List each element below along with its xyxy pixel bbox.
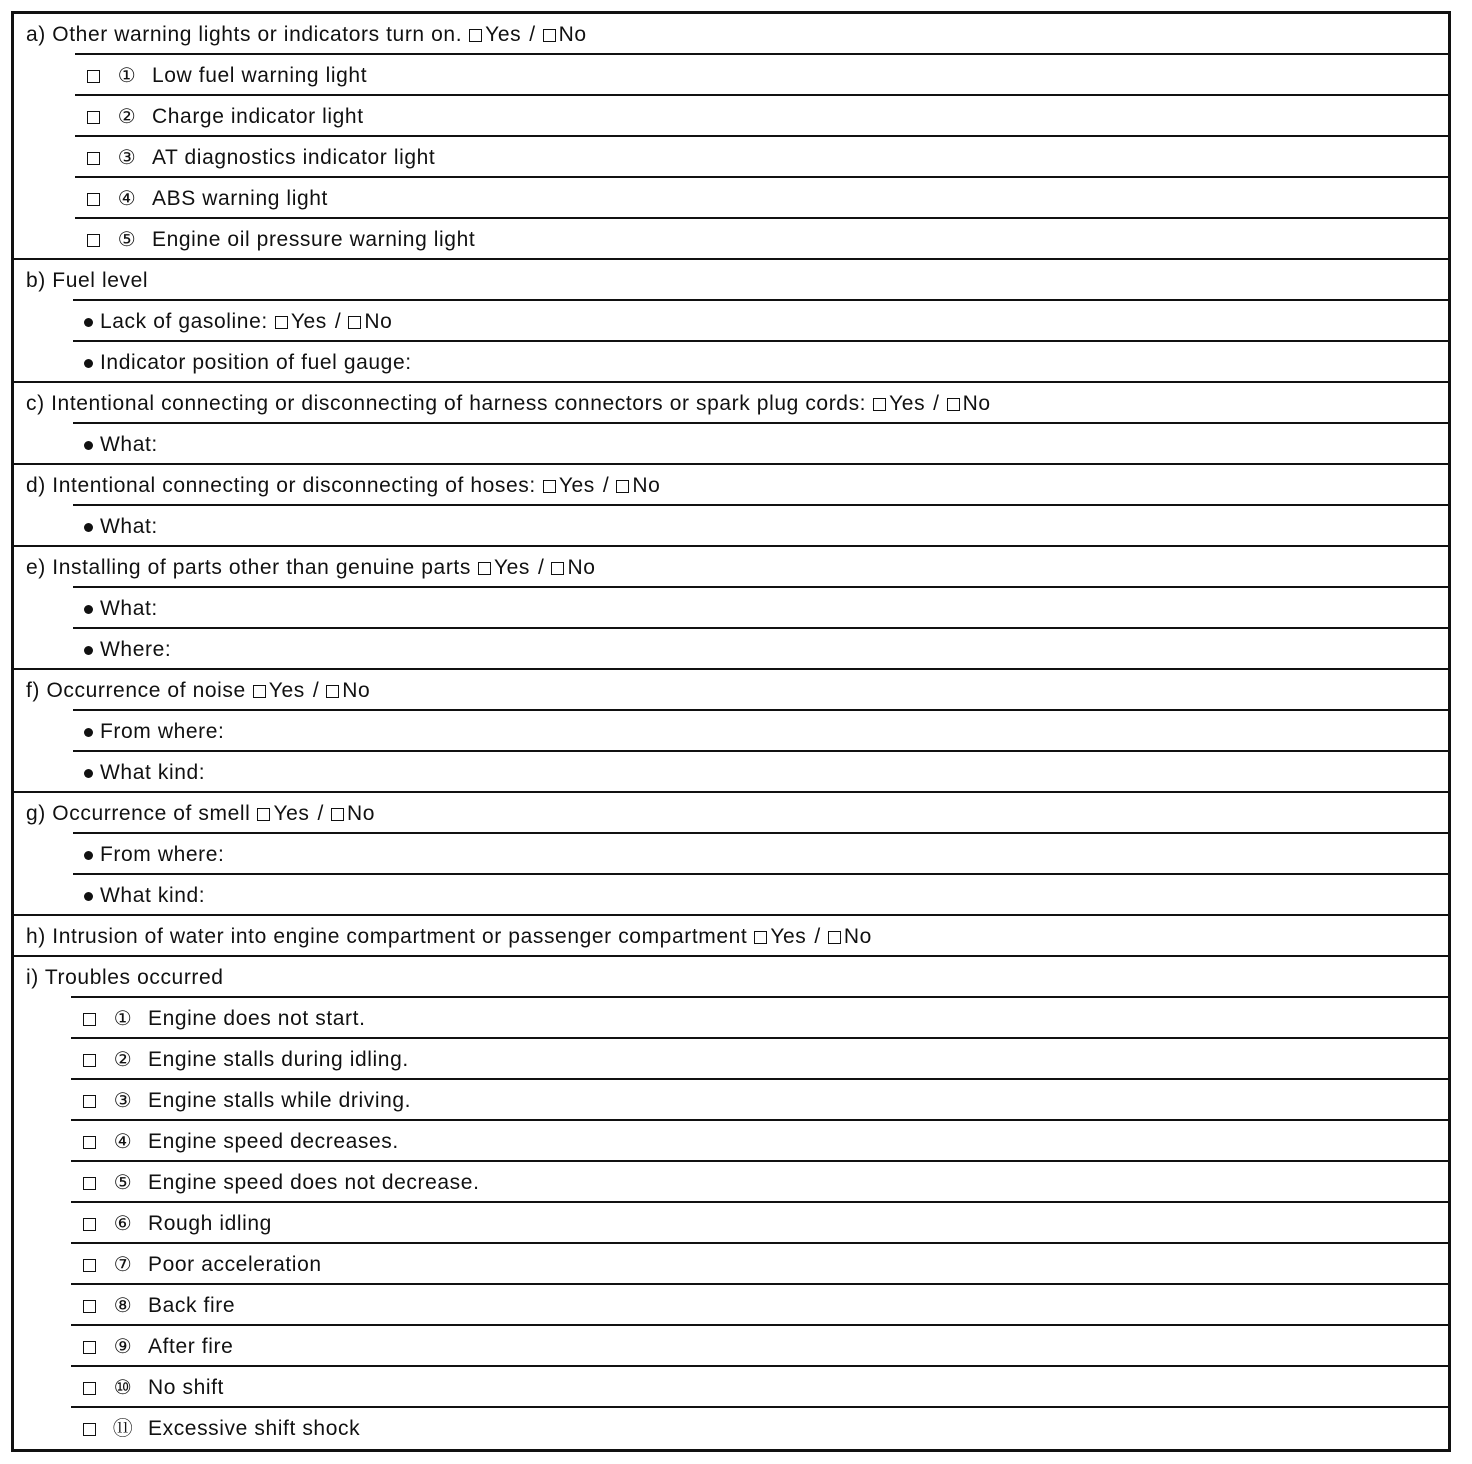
list-item: [14, 424, 1448, 465]
list-item: [14, 1326, 1448, 1367]
section-g-yes-checkbox[interactable]: [257, 808, 270, 821]
item-number: ⑨: [113, 1335, 133, 1358]
item-checkbox[interactable]: [87, 152, 100, 165]
section-f-what-kind-label: What kind:: [100, 760, 206, 784]
section-g-no-checkbox[interactable]: [331, 808, 344, 821]
item-checkbox[interactable]: [83, 1177, 96, 1190]
item-label: Excessive shift shock: [148, 1416, 361, 1440]
item-checkbox[interactable]: [83, 1218, 96, 1231]
item-checkbox[interactable]: [87, 111, 100, 124]
list-item: [14, 342, 1448, 383]
section-f-from-where-label: From where:: [100, 719, 225, 743]
lack-of-gasoline-yes-no: Yes / No: [268, 310, 393, 334]
item-label: ABS warning light: [152, 186, 328, 210]
no-label: No: [632, 473, 661, 497]
list-item: [14, 998, 1448, 1039]
bullet-icon: [84, 359, 93, 368]
no-label: No: [843, 924, 872, 948]
section-e-where-label: Where:: [100, 637, 172, 661]
section-b-row: [14, 260, 1448, 301]
section-h-row: [14, 916, 1448, 957]
yes-label: Yes: [770, 924, 807, 948]
list-item: [14, 301, 1448, 342]
item-label: Charge indicator light: [152, 104, 364, 128]
no-label: No: [342, 678, 371, 702]
list-item: [14, 1367, 1448, 1408]
item-number: ②: [117, 105, 137, 128]
list-item: [14, 875, 1448, 916]
section-g-from-where-label: From where:: [100, 842, 225, 866]
section-g-row: [14, 793, 1448, 834]
item-checkbox[interactable]: [83, 1095, 96, 1108]
section-d-yes-no: Yes / No: [536, 474, 661, 498]
section-d-no-checkbox[interactable]: [616, 480, 629, 493]
section-c-no-checkbox[interactable]: [947, 398, 960, 411]
item-checkbox[interactable]: [83, 1013, 96, 1026]
item-number: ③: [117, 146, 137, 169]
section-a-title: a) Other warning lights or indicators turn on.: [26, 22, 463, 46]
list-item: [14, 1080, 1448, 1121]
item-number: ⑦: [113, 1253, 133, 1276]
item-number: ⑤: [117, 228, 137, 251]
item-checkbox[interactable]: [87, 234, 100, 247]
list-item: [14, 178, 1448, 219]
bullet-icon: [84, 769, 93, 778]
section-h-yes-checkbox[interactable]: [754, 931, 767, 944]
bullet-icon: [84, 728, 93, 737]
yes-label: Yes: [290, 309, 327, 333]
section-i-title: i) Troubles occurred: [26, 965, 224, 989]
bullet-icon: [84, 318, 93, 327]
section-g-what-kind-label: What kind:: [100, 883, 206, 907]
item-checkbox[interactable]: [83, 1382, 96, 1395]
item-number: ①: [117, 64, 137, 87]
section-c-title: c) Intentional connecting or disconnecting of harness connectors or spark plug cords:: [26, 391, 867, 415]
item-label: Engine stalls while driving.: [148, 1088, 412, 1112]
item-checkbox[interactable]: [87, 70, 100, 83]
item-checkbox[interactable]: [83, 1136, 96, 1149]
item-label: AT diagnostics indicator light: [152, 145, 436, 169]
section-e-row: [14, 547, 1448, 588]
item-label: Engine speed decreases.: [148, 1129, 399, 1153]
item-checkbox[interactable]: [83, 1300, 96, 1313]
item-label: No shift: [148, 1375, 224, 1399]
section-f-no-checkbox[interactable]: [326, 685, 339, 698]
list-item: [14, 1408, 1448, 1449]
section-f-yes-checkbox[interactable]: [253, 685, 266, 698]
no-label: No: [346, 801, 375, 825]
section-e-yes-no: Yes / No: [471, 556, 596, 580]
section-d-row: [14, 465, 1448, 506]
bullet-icon: [84, 851, 93, 860]
section-a-no-checkbox[interactable]: [543, 29, 556, 42]
section-h-yes-no: Yes / No: [747, 925, 872, 949]
bullet-icon: [84, 441, 93, 450]
list-item: [14, 1203, 1448, 1244]
list-item: [14, 1285, 1448, 1326]
section-d-yes-checkbox[interactable]: [543, 480, 556, 493]
section-c-yes-no: Yes / No: [866, 392, 991, 416]
no-label: No: [558, 22, 587, 46]
lack-of-gasoline-no-checkbox[interactable]: [348, 316, 361, 329]
yes-label: Yes: [268, 678, 305, 702]
fuel-gauge-position-label: Indicator position of fuel gauge:: [100, 350, 412, 374]
bullet-icon: [84, 646, 93, 655]
item-number: ②: [113, 1048, 133, 1071]
item-number: ⑥: [113, 1212, 133, 1235]
section-h-no-checkbox[interactable]: [828, 931, 841, 944]
list-item: [14, 219, 1448, 260]
diagnosis-form: [11, 11, 1451, 1452]
section-c-row: [14, 383, 1448, 424]
item-checkbox[interactable]: [87, 193, 100, 206]
item-label: Low fuel warning light: [152, 63, 368, 87]
bullet-icon: [84, 523, 93, 532]
section-f-yes-no: Yes / No: [246, 679, 371, 703]
lack-of-gasoline-yes-checkbox[interactable]: [275, 316, 288, 329]
section-e-no-checkbox[interactable]: [551, 562, 564, 575]
yes-label: Yes: [889, 391, 926, 415]
list-item: [14, 588, 1448, 629]
item-label: Engine oil pressure warning light: [152, 227, 476, 251]
no-label: No: [962, 391, 991, 415]
yes-label: Yes: [485, 22, 522, 46]
section-h-title: h) Intrusion of water into engine compartment or passenger compartment: [26, 924, 748, 948]
list-item: [14, 96, 1448, 137]
list-item: [14, 137, 1448, 178]
item-label: After fire: [148, 1334, 234, 1358]
section-i-row: [14, 957, 1448, 998]
item-number: ①: [113, 1007, 133, 1030]
item-number: ④: [113, 1130, 133, 1153]
item-label: Engine stalls during idling.: [148, 1047, 409, 1071]
list-item: [14, 1244, 1448, 1285]
section-e-yes-checkbox[interactable]: [478, 562, 491, 575]
section-a-row: [14, 14, 1448, 55]
list-item: [14, 629, 1448, 670]
item-label: Back fire: [148, 1293, 236, 1317]
item-number: ⑪: [112, 1417, 134, 1440]
item-label: Rough idling: [148, 1211, 272, 1235]
list-item: [14, 834, 1448, 875]
item-label: Poor acceleration: [148, 1252, 322, 1276]
section-e-what-label: What:: [100, 596, 158, 620]
section-a-yes-checkbox[interactable]: [469, 29, 482, 42]
yes-label: Yes: [493, 555, 531, 579]
list-item: [14, 1162, 1448, 1203]
yes-label: Yes: [558, 473, 595, 497]
section-d-what-label: What:: [100, 514, 158, 538]
list-item: [14, 55, 1448, 96]
list-item: [14, 506, 1448, 547]
section-g-title: g) Occurrence of smell: [26, 801, 251, 825]
list-item: [14, 711, 1448, 752]
no-label: No: [567, 555, 596, 579]
item-label: Engine does not start.: [148, 1006, 366, 1030]
lack-of-gasoline-label: Lack of gasoline:: [100, 309, 268, 333]
yes-label: Yes: [273, 801, 310, 825]
item-checkbox[interactable]: [83, 1054, 96, 1067]
item-checkbox[interactable]: [83, 1259, 96, 1272]
list-item: [14, 1121, 1448, 1162]
section-f-row: [14, 670, 1448, 711]
section-b-title: b) Fuel level: [26, 268, 149, 292]
section-e-title: e) Installing of parts other than genuine parts: [26, 555, 471, 579]
item-number: ⑩: [113, 1376, 133, 1399]
item-number: ③: [113, 1089, 133, 1112]
bullet-icon: [84, 892, 93, 901]
section-a-yes-no: Yes / No: [462, 23, 587, 47]
item-checkbox[interactable]: [83, 1423, 96, 1436]
no-label: No: [364, 309, 393, 333]
item-checkbox[interactable]: [83, 1341, 96, 1354]
item-number: ⑤: [113, 1171, 133, 1194]
section-c-yes-checkbox[interactable]: [873, 398, 886, 411]
section-c-what-label: What:: [100, 432, 158, 456]
bullet-icon: [84, 605, 93, 614]
list-item: [14, 1039, 1448, 1080]
item-number: ⑧: [113, 1294, 133, 1317]
section-d-title: d) Intentional connecting or disconnecting of hoses:: [26, 473, 536, 497]
item-number: ④: [117, 187, 137, 210]
item-label: Engine speed does not decrease.: [148, 1170, 480, 1194]
section-f-title: f) Occurrence of noise: [26, 678, 246, 702]
section-g-yes-no: Yes / No: [250, 802, 375, 826]
list-item: [14, 752, 1448, 793]
